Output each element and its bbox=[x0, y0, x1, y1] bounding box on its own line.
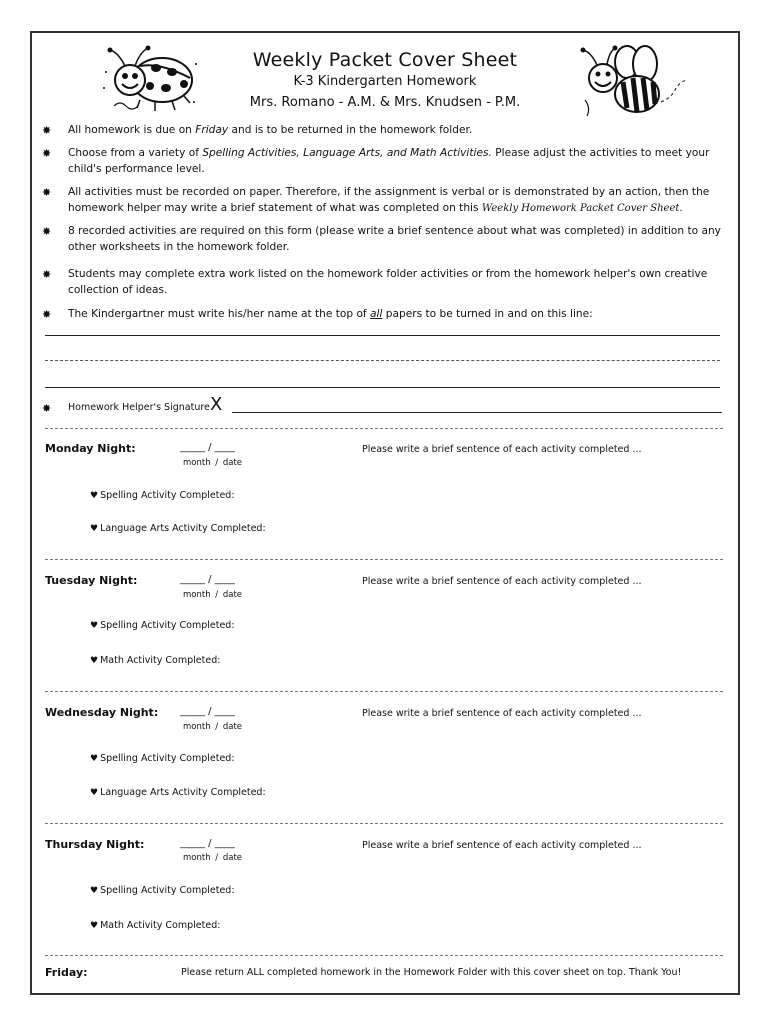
thursday-instructions: Please write a brief sentence of each activity completed ... bbox=[362, 840, 642, 851]
bullet-star-icon: ✸ bbox=[42, 268, 52, 281]
signature-line[interactable] bbox=[232, 412, 722, 413]
heart-icon: ♥ bbox=[90, 754, 99, 764]
tuesday-date-caption: month / date bbox=[183, 590, 243, 600]
instruction-choose-activities: Choose from a variety of Spelling Activities, Language Arts, and Math Activities. Please adjust the activities to meet your child's performance level. bbox=[68, 147, 710, 175]
heart-icon: ♥ bbox=[90, 921, 99, 931]
wednesday-activity-2[interactable]: ♥ Language Arts Activity Completed: bbox=[90, 787, 266, 798]
heart-icon: ♥ bbox=[90, 788, 99, 798]
wednesday-date-field[interactable]: _____ / ____ bbox=[180, 706, 235, 717]
monday-date-caption: month / date bbox=[183, 458, 243, 468]
signature-x-mark: X bbox=[210, 394, 223, 415]
name-writing-line-bottom[interactable] bbox=[45, 387, 720, 388]
section-divider bbox=[45, 559, 723, 560]
name-writing-line-top[interactable] bbox=[45, 335, 720, 336]
instruction-due-friday: All homework is due on Friday and is to be returned in the homework folder. bbox=[68, 124, 473, 136]
tuesday-activity-1[interactable]: ♥ Spelling Activity Completed: bbox=[90, 620, 235, 631]
tuesday-night-label: Tuesday Night: bbox=[45, 574, 138, 587]
signature-label: Homework Helper's Signature bbox=[68, 402, 210, 413]
page-title: Weekly Packet Cover Sheet bbox=[252, 49, 518, 71]
monday-night-label: Monday Night: bbox=[45, 442, 136, 455]
thursday-date-caption: month / date bbox=[183, 853, 243, 863]
page-subtitle: K-3 Kindergarten Homework bbox=[293, 74, 477, 89]
bullet-star-icon: ✸ bbox=[42, 225, 52, 238]
section-divider bbox=[45, 955, 723, 956]
instruction-extra-work: Students may complete extra work listed on the homework folder activities or from the homework helper's own creative collection of ideas. bbox=[68, 268, 708, 296]
tuesday-activity-2[interactable]: ♥ Math Activity Completed: bbox=[90, 655, 221, 666]
monday-activity-2[interactable]: ♥ Language Arts Activity Completed: bbox=[90, 523, 266, 534]
thursday-night-label: Thursday Night: bbox=[45, 838, 145, 851]
bullet-star-icon: ✸ bbox=[42, 147, 52, 160]
thursday-date-field[interactable]: _____ / ____ bbox=[180, 838, 235, 849]
instruction-eight-activities: 8 recorded activities are required on this form (please write a brief sentence about what was completed) in addition to any other worksheets in the homework folder. bbox=[68, 225, 721, 253]
wednesday-activity-1[interactable]: ♥ Spelling Activity Completed: bbox=[90, 753, 235, 764]
friday-note: Please return ALL completed homework in the Homework Folder with this cover sheet on top. Thank You! bbox=[181, 967, 682, 978]
tuesday-instructions: Please write a brief sentence of each activity completed ... bbox=[362, 576, 642, 587]
section-divider bbox=[45, 691, 723, 692]
section-divider bbox=[45, 823, 723, 824]
teacher-names: Mrs. Romano - A.M. & Mrs. Knudsen - P.M. bbox=[249, 95, 521, 110]
heart-icon: ♥ bbox=[90, 491, 99, 501]
friday-label: Friday: bbox=[45, 966, 88, 979]
heart-icon: ♥ bbox=[90, 656, 99, 666]
heart-icon: ♥ bbox=[90, 886, 99, 896]
section-divider bbox=[45, 428, 723, 429]
heart-icon: ♥ bbox=[90, 524, 99, 534]
tuesday-date-field[interactable]: _____ / ____ bbox=[180, 574, 235, 585]
name-writing-line-middle bbox=[45, 360, 720, 361]
bullet-star-icon: ✸ bbox=[42, 308, 52, 321]
monday-date-field[interactable]: _____ / ____ bbox=[180, 442, 235, 453]
instruction-record-on-paper: All activities must be recorded on paper. Therefore, if the assignment is verbal or is demonstrated by an action, then the homework helper may write a brief statement of what was completed on this Weekly Homework Packet Cover Sheet. bbox=[68, 186, 710, 214]
heart-icon: ♥ bbox=[90, 621, 99, 631]
wednesday-instructions: Please write a brief sentence of each activity completed ... bbox=[362, 708, 642, 719]
bullet-star-icon: ✸ bbox=[42, 124, 52, 137]
bullet-star-icon: ✸ bbox=[42, 186, 52, 199]
monday-activity-1[interactable]: ♥ Spelling Activity Completed: bbox=[90, 490, 235, 501]
wednesday-night-label: Wednesday Night: bbox=[45, 706, 159, 719]
monday-instructions: Please write a brief sentence of each activity completed ... bbox=[362, 444, 642, 455]
thursday-activity-1[interactable]: ♥ Spelling Activity Completed: bbox=[90, 885, 235, 896]
bullet-star-icon: ✸ bbox=[42, 402, 52, 415]
thursday-activity-2[interactable]: ♥ Math Activity Completed: bbox=[90, 920, 221, 931]
instruction-write-name: The Kindergartner must write his/her name at the top of all papers to be turned in and on this line: bbox=[68, 308, 593, 320]
wednesday-date-caption: month / date bbox=[183, 722, 243, 732]
